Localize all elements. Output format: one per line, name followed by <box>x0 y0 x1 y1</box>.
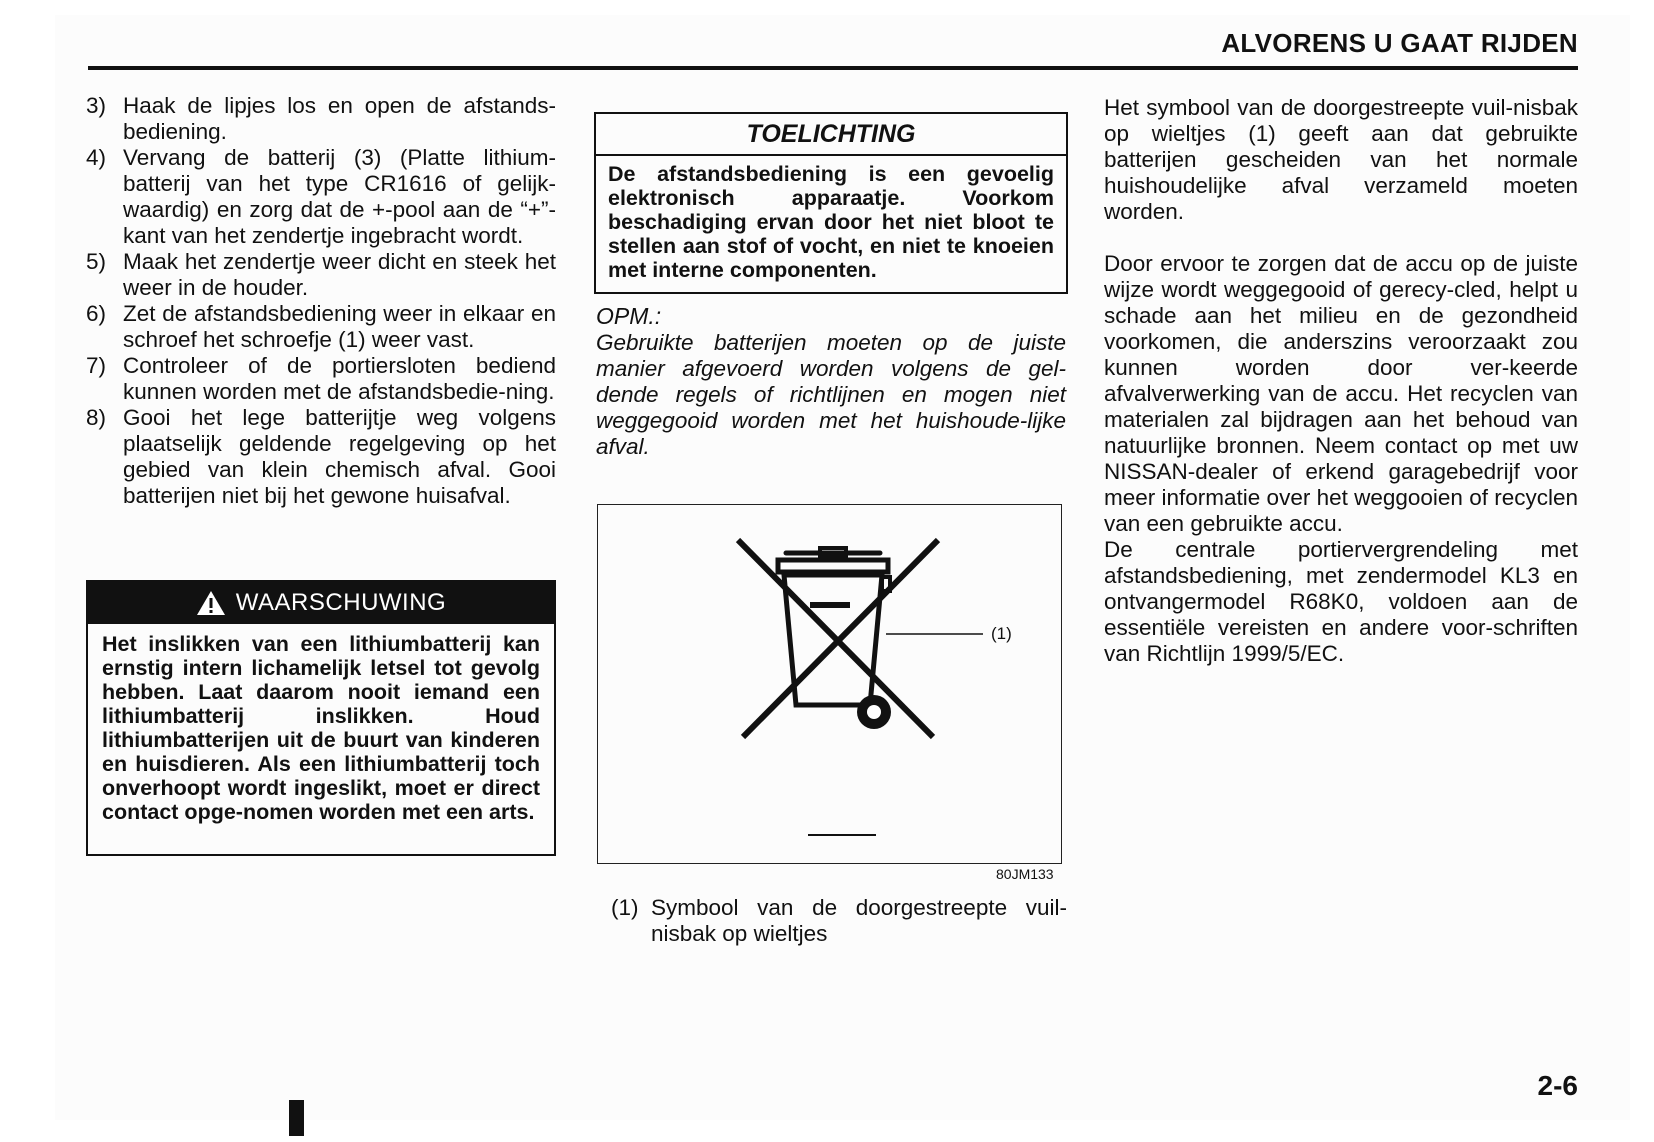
step-text: Gooi het lege batterijtje weg volgens plaatselijk geldende regelgeving op het gebied van klein chemisch afval. Gooi batterijen niet bij het gewone huisafval. <box>123 405 556 508</box>
step-number: 3) <box>86 93 107 118</box>
warning-header <box>88 582 554 624</box>
list-item <box>86 93 556 145</box>
crossed-out-wheelie-bin-icon <box>598 505 1063 865</box>
figure-caption <box>611 895 1067 947</box>
list-item <box>86 145 556 249</box>
note-title: TOELICHTING <box>596 114 1066 156</box>
paragraph: Door ervoor te zorgen dat de accu op de juiste wijze wordt weggegooid of gerecy-cled, helpt u schade aan het milieu en de gezondheid voorkomen, die anderszins veroorzaakt zou kunnen worden door ver-keerde afvalverwerking van de accu. Het recyclen van materialen zal bijdragen aan het behoud van natuurlijke bronnen. Neem contact op met uw NISSAN-dealer of erkend garagebedrijf voor meer informatie over het weggooien of recyclen van een gebruikte accu. <box>1104 251 1578 536</box>
step-number: 6) <box>86 301 107 326</box>
warning-triangle-icon <box>196 590 226 616</box>
right-column <box>1104 95 1578 667</box>
list-item <box>86 405 556 509</box>
list-item <box>86 301 556 353</box>
note-text: De afstandsbediening is een gevoelig elektronisch apparaatje. Voorkom beschadiging ervan door het niet bloot te stellen aan stof of vocht, en niet te knoeien met interne componenten. <box>608 162 1054 282</box>
note-box <box>594 112 1068 294</box>
paragraph: De centrale portiervergrendeling met afstandsbediening, met zendermodel KL3 en ontvangermodel R68K0, voldoen aan de essentiële vereisten en andere voor-schriften van Richtlijn 1999/5/EC. <box>1104 537 1578 666</box>
step-text: Vervang de batterij (3) (Platte lithium-batterij van het type CR1616 of gelijk-waardig) en zorg dat de +-pool aan de “+”-kant van het zendertje ingebracht wordt. <box>123 145 556 248</box>
steps-column <box>86 93 556 509</box>
warning-text: Het inslikken van een lithiumbatterij kan ernstig intern lichamelijk letsel tot gevolg hebben. Laat daarom nooit iemand een lithiumbatterij inslikken. Houd lithiumbatterijen uit de buurt van kinderen en huisdieren. Als een lithiumbatterij toch onverhoopt wordt ingeslikt, moet er direct contact opge-nomen worden met een arts. <box>102 632 540 824</box>
step-text: Haak de lipjes los en open de afstands-bediening. <box>123 93 556 144</box>
figure-code: 80JM133 <box>996 866 1054 882</box>
figure-callout: (1) <box>991 624 1012 643</box>
page-number: 2-6 <box>1537 1070 1578 1101</box>
list-item <box>86 249 556 301</box>
caption-number: (1) <box>611 895 639 920</box>
step-number: 4) <box>86 145 107 170</box>
steps-list <box>86 93 556 509</box>
step-text: Zet de afstandsbediening weer in elkaar en schroef het schroefje (1) weer vast. <box>123 301 556 352</box>
step-text: Maak het zendertje weer dicht en steek het weer in de houder. <box>123 249 556 300</box>
figure-box <box>597 504 1062 864</box>
margin-marker <box>289 1100 304 1136</box>
opm-text: Gebruikte batterijen moeten op de juiste manier afgevoerd worden volgens de gel-dende regels of richtlijnen en mogen niet weggegooid worden met het huishoude-lijke afval. <box>596 330 1066 459</box>
header-rule <box>88 66 1578 70</box>
step-number: 8) <box>86 405 107 430</box>
step-number: 5) <box>86 249 107 274</box>
page-header-title: ALVORENS U GAAT RIJDEN <box>1221 28 1578 58</box>
warning-title: WAARSCHUWING <box>235 589 447 616</box>
list-item <box>86 353 556 405</box>
paragraph: Het symbool van de doorgestreepte vuil-nisbak op wieltjes (1) geeft aan dat gebruikte batterijen gescheiden van het normale huishoudelijke afval verzameld moeten worden. <box>1104 95 1578 224</box>
step-number: 7) <box>86 353 107 378</box>
warning-box <box>86 580 556 856</box>
step-text: Controleer of de portiersloten bediend kunnen worden met de afstandsbedie-ning. <box>123 353 556 404</box>
opm-label: OPM.: <box>596 303 662 329</box>
caption-text: Symbool van de doorgestreepte vuil-nisbak op wieltjes <box>651 895 1067 946</box>
